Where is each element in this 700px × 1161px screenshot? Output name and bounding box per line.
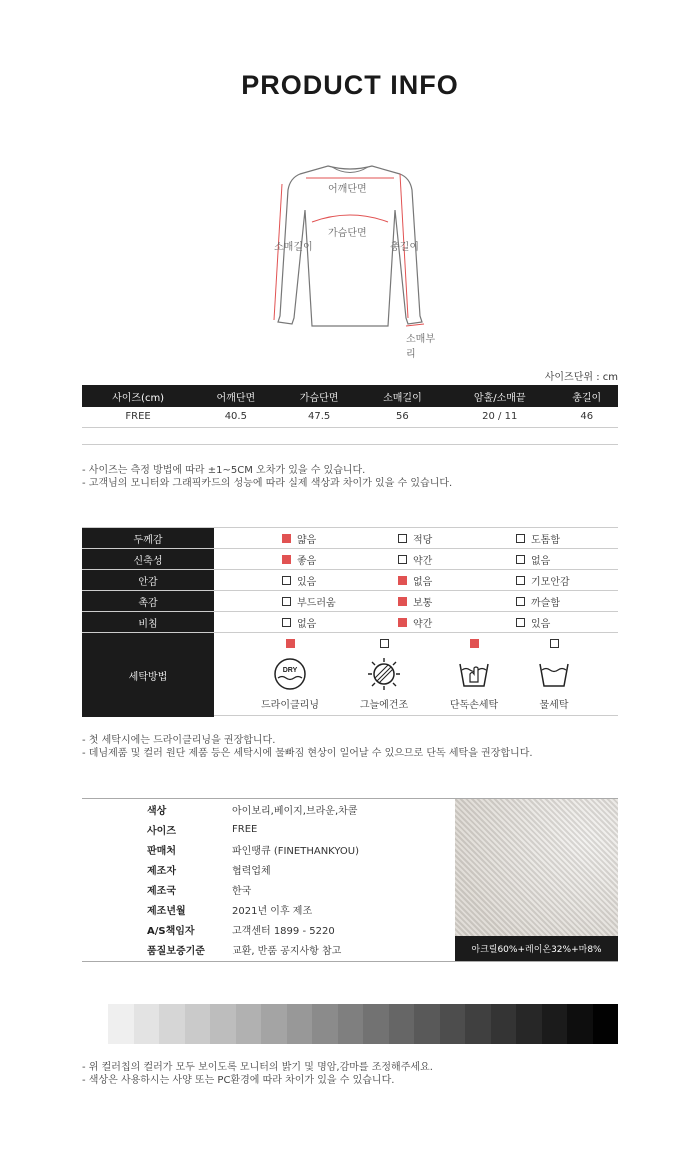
checkbox-checked-icon [398,618,407,627]
checkbox-empty-icon [516,597,525,606]
checkbox-checked-icon [470,639,479,648]
size-unit: 사이즈단위 : cm [544,372,618,383]
size-cell: FREE [82,407,194,427]
attribute-option: 도톰함 [516,531,560,546]
note-line: - 데님제품 및 컬러 원단 제품 등은 세탁시에 물빠짐 현상이 일어날 수 있으므로 단독 세탁을 권장합니다. [82,748,533,759]
color-chip [542,1004,568,1044]
attribute-row [82,569,618,590]
color-chip [363,1004,389,1044]
attribute-label: 안감 [82,570,214,590]
checkbox-checked-icon [282,555,291,564]
shoulder-label: 어깨단면 [328,184,367,195]
attribute-option: 적당 [398,531,432,546]
checkbox-checked-icon [398,597,407,606]
hand-wash-icon [456,656,492,692]
checkbox-empty-icon [516,555,525,564]
checkbox-empty-icon [516,534,525,543]
attribute-option: 얇음 [282,531,316,546]
attribute-option: 기모안감 [516,573,570,588]
svg-text:DRY: DRY [282,667,298,674]
checkbox-empty-icon [550,639,559,648]
color-chip [593,1004,619,1044]
attribute-label: 두께감 [82,528,214,548]
color-chip [261,1004,287,1044]
color-chip [440,1004,466,1044]
attribute-option: 없음 [398,573,432,588]
color-chip [465,1004,491,1044]
note-line: - 색상은 사용하시는 사양 또는 PC환경에 따라 차이가 있을 수 있습니다. [82,1075,395,1086]
checkbox-checked-icon [282,534,291,543]
chest-label: 가슴단면 [328,228,367,239]
color-chip [210,1004,236,1044]
attribute-row [82,527,618,548]
checkbox-checked-icon [398,576,407,585]
size-header: 어깨단면 [194,385,277,407]
color-chip-strip [108,1004,618,1044]
note-line: - 사이즈는 측정 방법에 따라 ±1~5CM 오차가 있을 수 있습니다. [82,465,366,476]
checkbox-empty-icon [398,534,407,543]
color-chip [516,1004,542,1044]
length-label: 총길이 [390,242,419,253]
size-header: 소매길이 [361,385,444,407]
size-header: 암홀/소매끝 [444,385,555,407]
checkbox-empty-icon [516,618,525,627]
attribute-option: 약간 [398,615,432,630]
dry-clean-icon [272,656,308,692]
attribute-label: 촉감 [82,591,214,611]
size-cell: 40.5 [194,407,277,427]
size-notes [82,464,452,490]
product-info-table: 색상 아이보리,베이지,브라운,차콜 사이즈 FREE 판매처 파인땡큐 (FINETHANKYOU) 제조자 협력업체 제조국 한국 제조년월 2021년 이후 제조 A/S책임자 고객센터 1899 - 5220 품질보증기준 교환, 반품 공지사항 참고 아크릴60%+레이온32%+마8% [82,798,618,962]
checkbox-empty-icon [282,597,291,606]
wash-label: 물세탁 [539,700,569,711]
sleeve-label: 소매길이 [274,242,313,253]
table-row [82,407,618,427]
color-chip [414,1004,440,1044]
note-line: - 첫 세탁시에는 드라이클리닝을 권장합니다. [82,735,276,746]
color-chip [108,1004,134,1044]
attribute-option: 까슬함 [516,594,560,609]
note-line: - 위 컬러칩의 컬러가 모두 보이도록 모니터의 밝기 및 명암,감마를 조정해주세요. [82,1062,433,1073]
checkbox-empty-icon [380,639,389,648]
table-divider [82,425,618,445]
sweater-size-diagram [260,150,440,360]
color-chip [312,1004,338,1044]
wash-item [344,639,424,711]
wash-notes [82,734,533,760]
attribute-option: 있음 [282,573,316,588]
color-chip [338,1004,364,1044]
note-line: - 고객님의 모니터와 그래픽카드의 성능에 따라 실제 색상과 차이가 있을 수 있습니다. [82,478,453,489]
size-cell: 46 [555,407,618,427]
attribute-option: 없음 [516,552,550,567]
wash-item [514,639,594,711]
size-cell: 47.5 [277,407,360,427]
attribute-row [82,548,618,569]
color-chip [134,1004,160,1044]
attribute-label: 세탁방법 [82,633,214,717]
fabric-swatch-image [455,799,618,936]
size-table [82,385,618,428]
attribute-option: 좋음 [282,552,316,567]
checkbox-empty-icon [516,576,525,585]
size-cell: 20 / 11 [444,407,555,427]
color-chip [287,1004,313,1044]
wash-label: 단독손세탁 [449,700,499,711]
attribute-row [82,590,618,611]
size-header: 가슴단면 [277,385,360,407]
size-header: 총길이 [555,385,618,407]
size-header: 사이즈(cm) [82,385,194,407]
wash-item [434,639,514,711]
wash-item [250,639,330,711]
checkbox-empty-icon [398,555,407,564]
fabric-attribute-table [82,527,618,716]
attribute-label: 신축성 [82,549,214,569]
wash-method-row [82,632,618,716]
page-title: PRODUCT INFO [241,70,459,100]
attribute-option: 부드러움 [282,594,336,609]
color-chip [185,1004,211,1044]
color-notes [82,1061,433,1087]
attribute-option: 있음 [516,615,550,630]
color-chip [389,1004,415,1044]
attribute-option: 약간 [398,552,432,567]
color-chip [236,1004,262,1044]
color-chip [567,1004,593,1044]
color-chip [159,1004,185,1044]
fabric-composition: 아크릴60%+레이온32%+마8% [455,936,618,961]
wash-label: 드라이클리닝 [261,700,319,711]
attribute-option: 없음 [282,615,316,630]
wash-label: 그늘에건조 [359,700,409,711]
checkbox-empty-icon [282,618,291,627]
attribute-option: 보통 [398,594,432,609]
checkbox-empty-icon [282,576,291,585]
color-chip [491,1004,517,1044]
attribute-label: 비침 [82,612,214,632]
shade-dry-icon [366,656,402,692]
checkbox-checked-icon [286,639,295,648]
attribute-row [82,611,618,632]
cuff-label: 소매부리 [406,334,435,360]
water-wash-icon [536,656,572,692]
size-cell: 56 [361,407,444,427]
